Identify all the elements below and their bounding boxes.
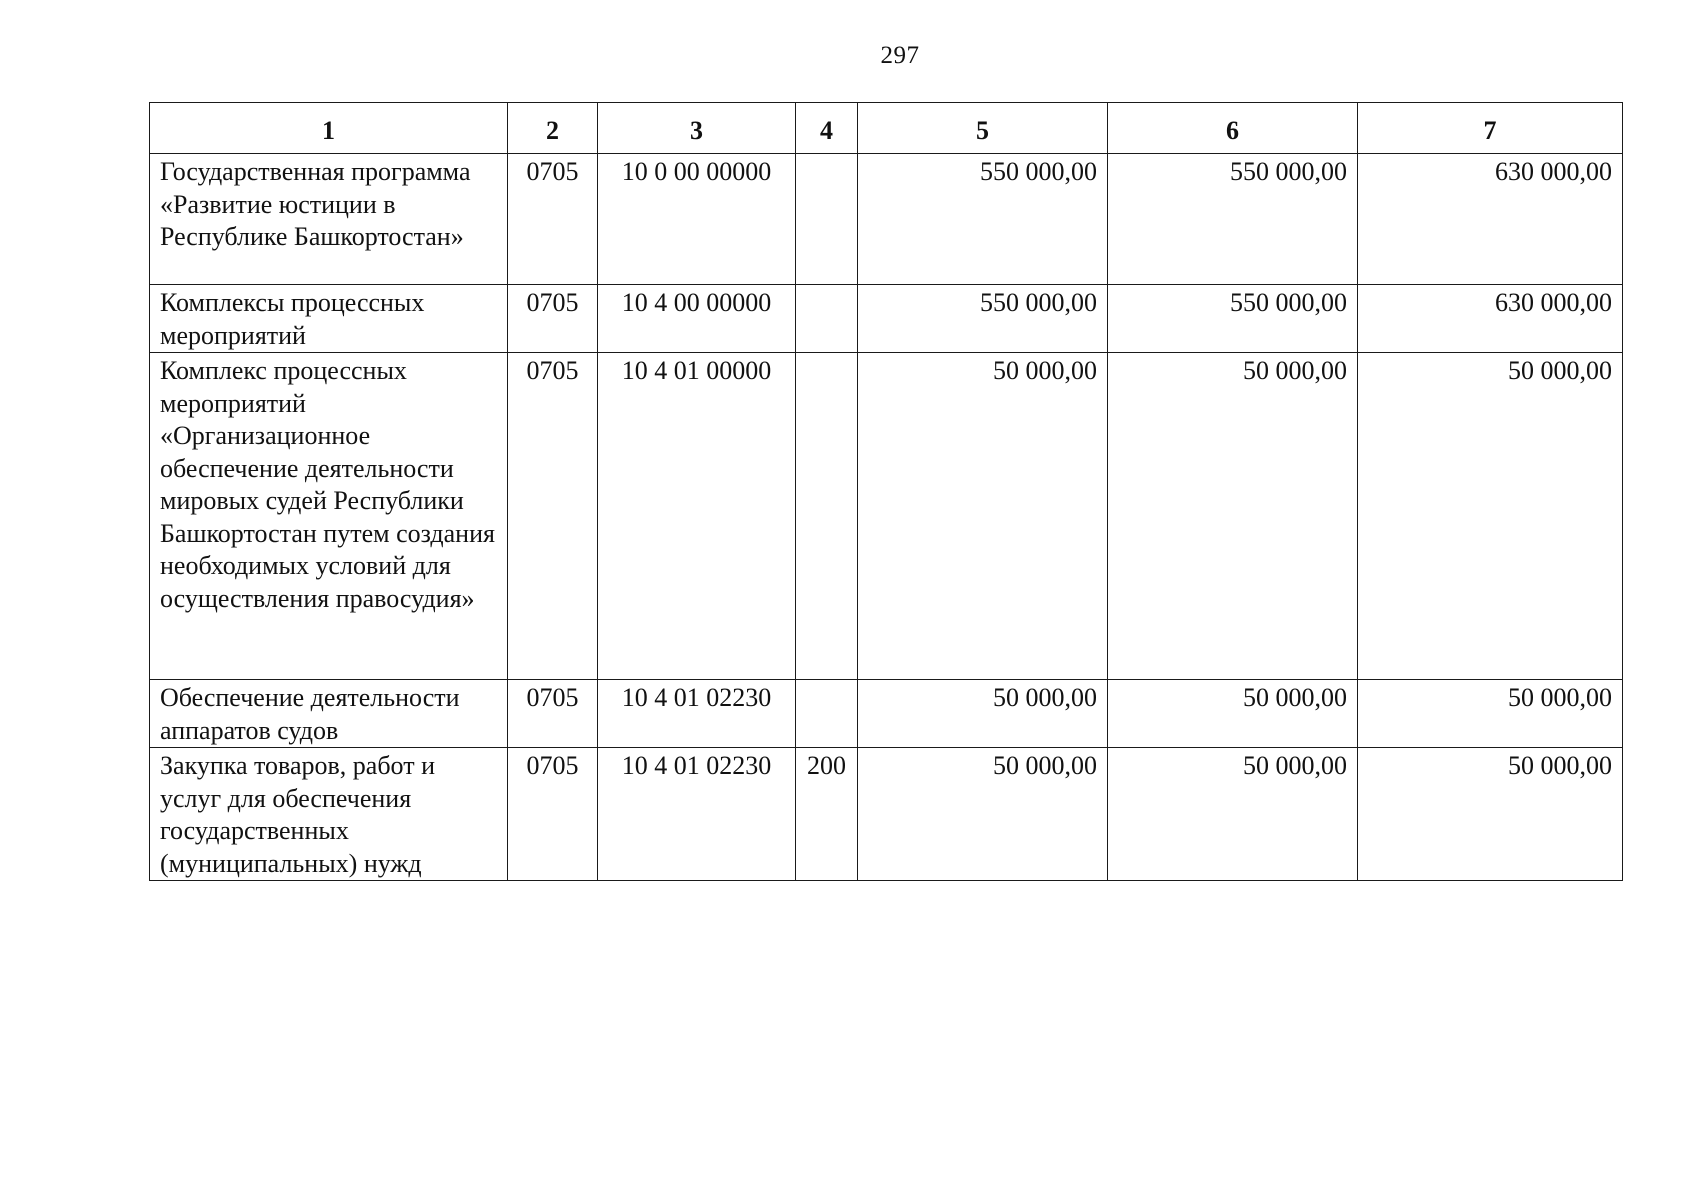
row-section: 0705 bbox=[508, 680, 598, 748]
row-expense-type: 200 bbox=[796, 748, 858, 881]
row-value-7: 630 000,00 bbox=[1358, 154, 1623, 285]
column-header-1: 1 bbox=[150, 103, 508, 154]
table-row bbox=[150, 680, 1623, 748]
row-target: 10 4 01 02230 bbox=[598, 680, 796, 748]
row-value-5: 550 000,00 bbox=[858, 154, 1108, 285]
column-header-7: 7 bbox=[1358, 103, 1623, 154]
row-section: 0705 bbox=[508, 285, 598, 353]
row-value-6: 550 000,00 bbox=[1108, 285, 1358, 353]
row-value-6: 50 000,00 bbox=[1108, 680, 1358, 748]
table-row bbox=[150, 285, 1623, 353]
header-row bbox=[150, 103, 1623, 154]
row-name: Обеспечение деятельности аппаратов судов bbox=[150, 680, 508, 748]
row-expense-type bbox=[796, 154, 858, 285]
row-value-6: 50 000,00 bbox=[1108, 353, 1358, 680]
row-section: 0705 bbox=[508, 154, 598, 285]
row-section: 0705 bbox=[508, 353, 598, 680]
row-value-5: 50 000,00 bbox=[858, 748, 1108, 881]
row-value-7: 50 000,00 bbox=[1358, 680, 1623, 748]
row-value-5: 50 000,00 bbox=[858, 353, 1108, 680]
row-name: Комплекс процессных мероприятий «Организационное обеспечение деятельности мировых судей Республики Башкортостан путем создания необходимых условий для осуществления правосудия» bbox=[150, 353, 508, 680]
row-value-5: 50 000,00 bbox=[858, 680, 1108, 748]
column-header-3: 3 bbox=[598, 103, 796, 154]
row-target: 10 4 01 02230 bbox=[598, 748, 796, 881]
row-value-6: 50 000,00 bbox=[1108, 748, 1358, 881]
row-target: 10 4 00 00000 bbox=[598, 285, 796, 353]
row-name: Комплексы процессных мероприятий bbox=[150, 285, 508, 353]
column-header-2: 2 bbox=[508, 103, 598, 154]
row-value-5: 550 000,00 bbox=[858, 285, 1108, 353]
row-expense-type bbox=[796, 285, 858, 353]
row-name: Государственная программа «Развитие юстиции в Республике Башкортостан» bbox=[150, 154, 508, 285]
page-number: 297 bbox=[880, 42, 920, 69]
row-name: Закупка товаров, работ и услуг для обеспечения государственных (муниципальных) нужд bbox=[150, 748, 508, 881]
row-section: 0705 bbox=[508, 748, 598, 881]
table-row bbox=[150, 353, 1623, 680]
table-row bbox=[150, 154, 1623, 285]
row-expense-type bbox=[796, 353, 858, 680]
row-value-6: 550 000,00 bbox=[1108, 154, 1358, 285]
row-value-7: 50 000,00 bbox=[1358, 748, 1623, 881]
row-target: 10 0 00 00000 bbox=[598, 154, 796, 285]
row-expense-type bbox=[796, 680, 858, 748]
table-row bbox=[150, 748, 1623, 881]
column-header-5: 5 bbox=[858, 103, 1108, 154]
column-header-6: 6 bbox=[1108, 103, 1358, 154]
row-value-7: 630 000,00 bbox=[1358, 285, 1623, 353]
row-target: 10 4 01 00000 bbox=[598, 353, 796, 680]
row-value-7: 50 000,00 bbox=[1358, 353, 1623, 680]
budget-table bbox=[149, 102, 1623, 881]
column-header-4: 4 bbox=[796, 103, 858, 154]
